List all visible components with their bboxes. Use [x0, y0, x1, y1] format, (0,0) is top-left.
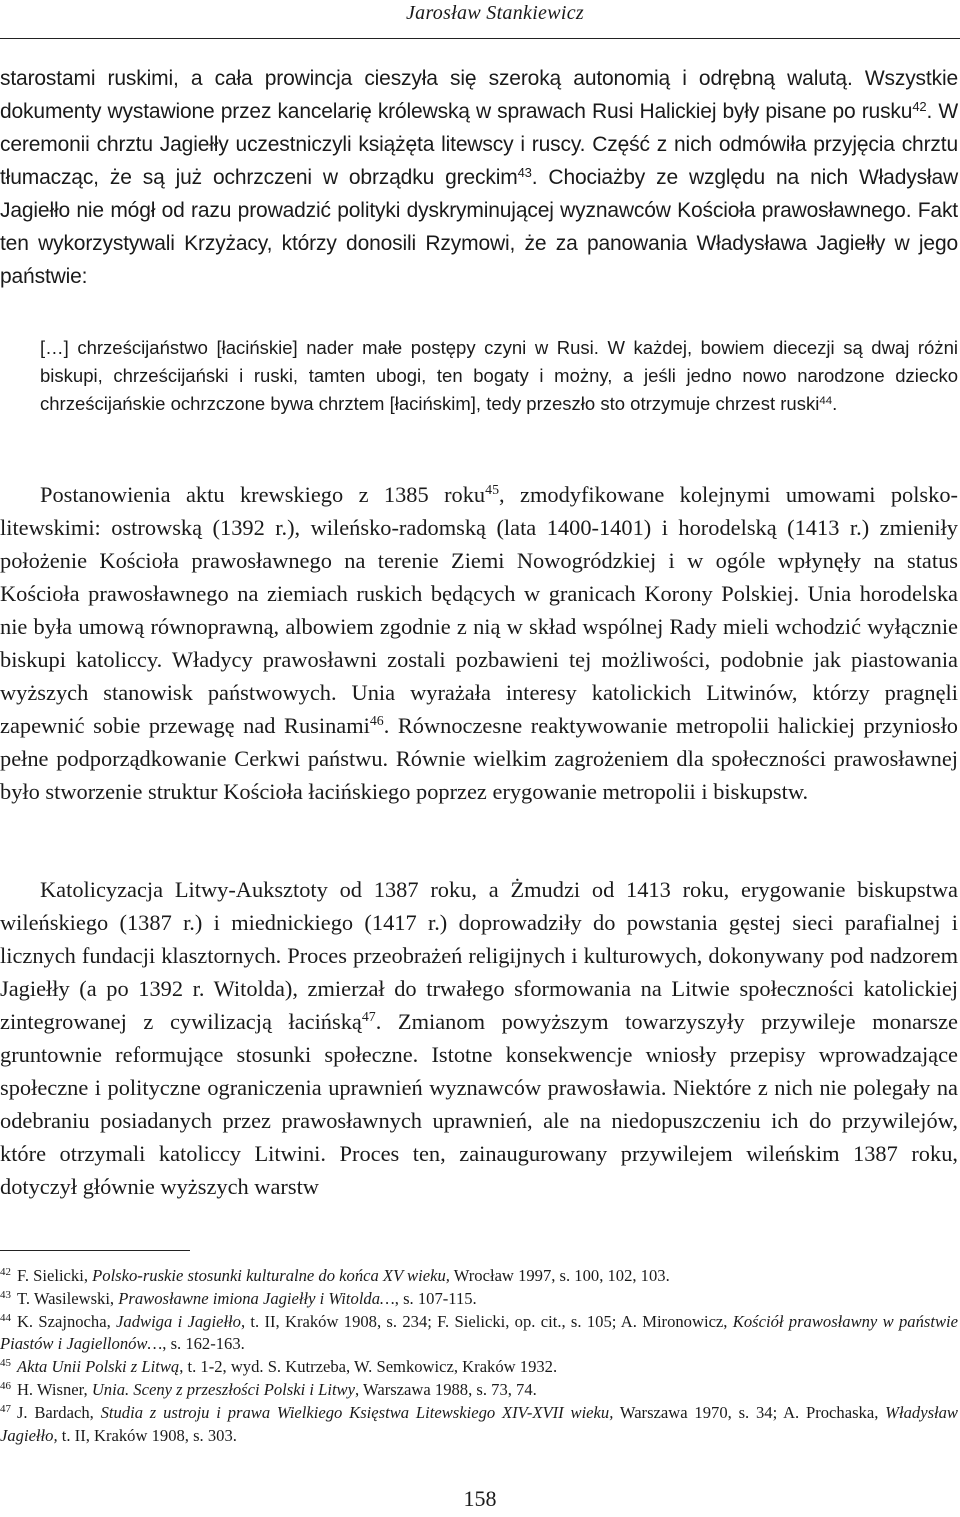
footnote	[0, 1402, 958, 1448]
paragraph-2	[0, 478, 958, 808]
footnote-title: Studia z ustroju i prawa Wielkiego Księstwa Litewskiego XIV-XVII wieku,	[100, 1402, 614, 1422]
footnote-text: , t. II, Kraków 1908, s. 234; F. Sielicki, op. cit., s. 105; A. Mironowicz,	[240, 1311, 733, 1331]
footnote-text: H. Wisner,	[16, 1379, 92, 1399]
footnote-text: t. II, Kraków 1908, s. 303.	[57, 1425, 237, 1445]
footnote-text: Warszawa 1970, s. 34; A. Prochaska,	[613, 1402, 886, 1422]
footnote-title: Akta Unii Polski z Litwą	[16, 1357, 180, 1377]
footnote-separator	[0, 1250, 190, 1251]
footnote-text: J. Bardach,	[16, 1402, 101, 1422]
block-quote-text: […] chrześcijaństwo [łacińskie] nader małe postępy czyni w Rusi. W każdej, bowiem diecezji są dwaj różni biskupi, chrześcijański i ruski, tamten ubogi, ten bogaty i możny, a jeśli jedno nowo narodzone dziecko chrześcijańskie ochrzczone bywa chrztem [łacińskim], tedy przeszło sto otrzymuje chrzest ruski	[40, 337, 958, 414]
footnote-number: 44	[0, 1311, 11, 1324]
footnote	[0, 1288, 958, 1311]
footnote-ref-44[interactable]: 44	[819, 394, 833, 407]
paragraph-1-text-c: . Chociażby ze względu na nich Władysław Jagiełło nie mógł od razu prowadzić polityki dyskryminującej wyznawców Kościoła prawosławnego. Fakt ten wykorzystywali Krzyżacy, którzy donosili Rzymowi, że za panowania Władysława Jagiełły w jego państwie:	[0, 166, 958, 288]
footnote-text: , s. 107-115.	[394, 1288, 477, 1308]
footnote-title: Unia. Sceny z przeszłości Polski i Litwy	[91, 1379, 355, 1399]
footnote	[0, 1356, 958, 1379]
footnote-text: , t. 1-2, wyd. S. Kutrzeba, W. Semkowicz, Kraków 1932.	[179, 1357, 558, 1377]
footnote-ref-45[interactable]: 45	[485, 483, 500, 499]
footnote-text: K. Szajnocha,	[16, 1311, 117, 1331]
footnote	[0, 1379, 958, 1402]
block-quote	[40, 334, 958, 418]
running-header: Jarosław Stankiewicz	[405, 2, 584, 24]
paragraph-2-text-a: Postanowienia aktu krewskiego z 1385 roku	[40, 482, 486, 507]
footnote-text: , s. 162-163.	[162, 1334, 245, 1354]
footnote-title: Prawosławne imiona Jagiełły i Witolda…	[118, 1288, 395, 1308]
paragraph-3	[0, 873, 958, 1203]
paragraph-3-text-a: Katolicyzacja Litwy-Auksztoty od 1387 roku, a Żmudzi od 1413 roku, erygowanie biskupstwa wileńskiego (1387 r.) i miednickiego (1417 r.) doprowadziły do powstania gęstej sieci parafialnej i licznych fundacji klasztornych. Proces przeobrażeń religijnych i kulturowych, dokonywany pod nadzorem Jagiełły (a po 1392 r. Witolda), zmierzał do trwałego sformowania na Litwie społeczności katolickiej zintegrowanej z cywilizacją łacińską	[0, 877, 958, 1034]
footnote	[0, 1311, 958, 1357]
footnote	[0, 1265, 958, 1288]
footnotes	[0, 1265, 958, 1447]
footnote-ref-42[interactable]: 42	[912, 98, 927, 114]
paragraph-1	[0, 62, 958, 293]
paragraph-1-text-b: . W ceremonii chrztu Jagiełły uczestniczyli książęta litewscy i ruscy. Część z nich odmówiła przyjęcia chrztu tłumacząc, że są już ochrzczeni w obrządku greckim	[0, 100, 958, 189]
header-rule	[0, 38, 960, 39]
footnote-text: , Warszawa 1988, s. 73, 74.	[355, 1379, 537, 1399]
footnote-title: Jadwiga i Jagiełło	[116, 1311, 241, 1331]
paragraph-2-text-c: . Równoczesne reaktywowanie metropolii halickiej przyniosło pełne podporządkowanie Cerkwi państwu. Równie wielkim zagrożeniem dla społeczności prawosławnej było stworzenie struktur Kościoła łacińskiego poprzez erygowanie metropolii i biskupstw.	[0, 713, 958, 804]
footnote-text: T. Wasilewski,	[16, 1288, 119, 1308]
footnote-ref-43[interactable]: 43	[517, 164, 532, 180]
page-number: 158	[463, 1486, 497, 1511]
footnote-text: Wrocław 1997, s. 100, 102, 103.	[449, 1266, 670, 1285]
footnote-number: 42	[0, 1265, 11, 1278]
footnote-number: 45	[0, 1357, 11, 1370]
paragraph-2-text-b: , zmodyfikowane kolejnymi umowami polsko-litewskimi: ostrowską (1392 r.), wileńsko-radomską (lata 1400-1401) i horodelską (1413 r.) zmieniły położenie Kościoła prawosławnego na terenie Ziemi Nowogródzkiej i w ogóle wpłynęły na status Kościoła prawosławnego na ziemiach ruskich będących w granicach Korony Polskiej. Unia horodelska nie była umową równoprawną, albowiem zgodnie z nią w skład wspólnej Rady mieli wchodzić wyłącznie biskupi katoliccy. Władycy prawosławni zostali pozbawieni tej możliwości, podobnie jak piastowania wyższych stanowisk państwowych. Unia wyrażała interesy katolickich Litwinów, którzy pragnęli zapewnić sobie przewagę nad Rusinami	[0, 482, 958, 738]
footnote-title: Polsko-ruskie stosunki kulturalne do końca XV wieku,	[92, 1266, 450, 1285]
footnote-title: Władysław Jagiełło,	[0, 1402, 958, 1445]
footnote-number: 47	[0, 1402, 11, 1415]
footnote-text: F. Sielicki,	[16, 1266, 93, 1285]
block-quote-end: .	[832, 393, 838, 414]
footnote-ref-46[interactable]: 46	[369, 714, 384, 730]
footnote-number: 46	[0, 1379, 11, 1392]
footnote-title: Kościół prawosławny w państwie Piastów i Jagiellonów…	[0, 1311, 958, 1354]
paragraph-1-text-a: starostami ruskimi, a cała prowincja cieszyła się szeroką autonomią i odrębną walutą. Wszystkie dokumenty wystawione przez kancelarię królewską w sprawach Rusi Halickiej były pisane po rusku	[0, 67, 958, 123]
paragraph-3-text-b: . Zmianom powyższym towarzyszyły przywileje monarsze gruntownie reformujące stosunki społeczne. Istotne konsekwencje wniosły przepisy wprowadzające społeczne i polityczne ograniczenia uprawnień wyznawców prawosławia. Niektóre z nich nie polegały na odebraniu posiadanych przez prawosławnych uprawnień, ale na niedopuszczeniu ich do przywilejów, które otrzymali katoliccy Litwini. Proces ten, zainaugurowany przywilejem wileńskim 1387 roku, dotyczył głównie wyższych warstw	[0, 1009, 958, 1199]
footnote-ref-47[interactable]: 47	[361, 1010, 376, 1026]
footnote-number: 43	[0, 1288, 11, 1301]
